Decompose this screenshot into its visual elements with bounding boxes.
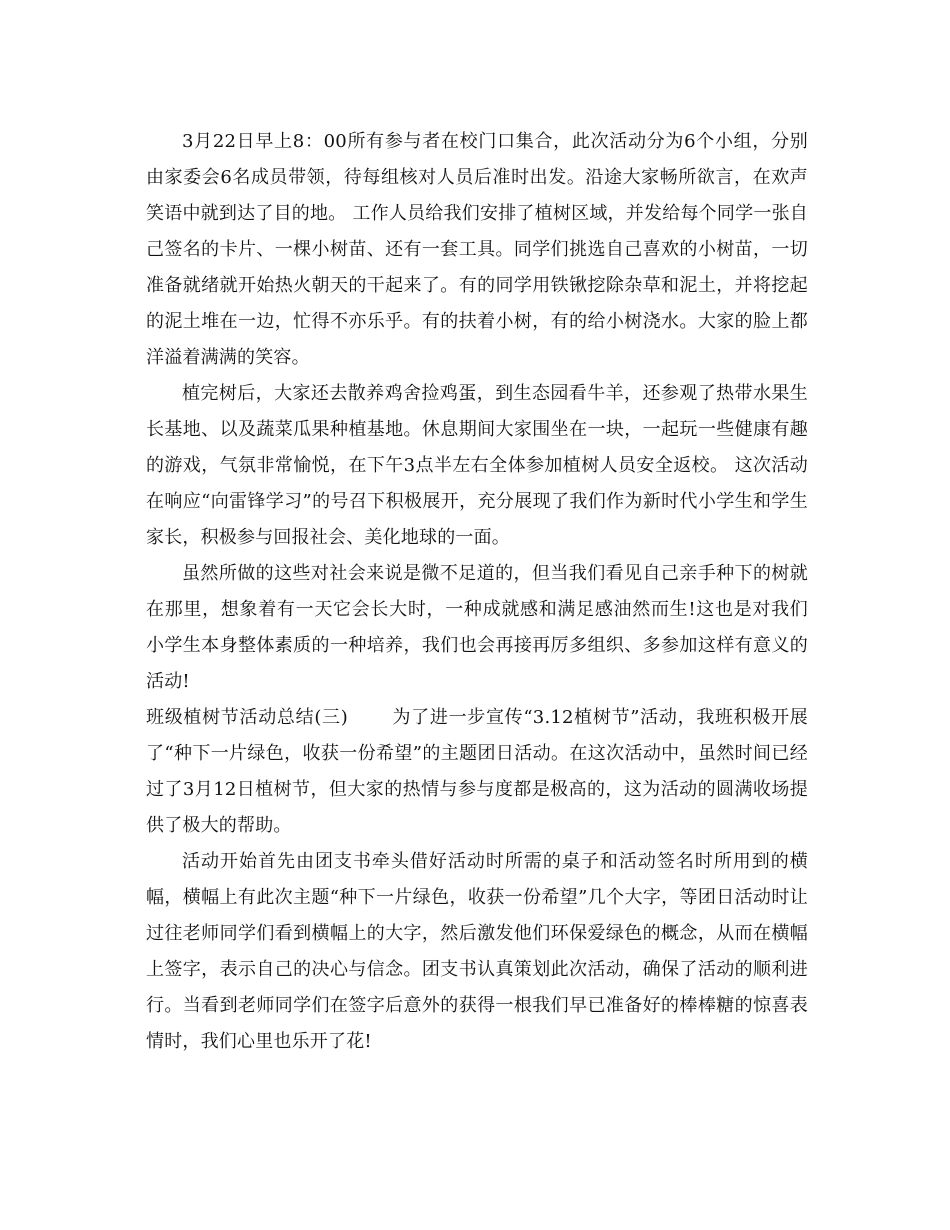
section-title: 班级植树节活动总结(三) [146, 707, 348, 728]
section-paragraph [146, 700, 808, 844]
section-first-paragraph-text: 为了进一步宣传“3.12植树节”活动，我班积极开展了“种下一片绿色，收获一份希望”的主题团日活动。在这次活动中，虽然时间已经过了3月12日植树节，但大家的热情与参与度都是极高的，这为活动的圆满收场提供了极大的帮助。 [146, 707, 808, 836]
paragraph-2: 植完树后，大家还去散养鸡舍捡鸡蛋，到生态园看牛羊，还参观了热带水果生长基地、以及蔬菜瓜果种植基地。休息期间大家围坐在一块，一起玩一些健康有趣的游戏，气氛非常愉悦，在下午3点半左右全体参加植树人员安全返校。 这次活动在响应“向雷锋学习”的号召下积极展开，充分展现了我们作为新时代小学生和学生家长，积极参与回报社会、美化地球的一面。 [146, 383, 808, 548]
paragraph-1: 3月22日早上8：00所有参与者在校门口集合，此次活动分为6个小组，分别由家委会6名成员带领，待每组核对人员后准时出发。沿途大家畅所欲言，在欢声笑语中就到达了目的地。 工作人员给我们安排了植树区域，并发给每个同学一张自己签名的卡片、一棵小树苗、还有一套工具。同学们挑选自己喜欢的小树苗，一切准备就绪就开始热火朝天的干起来了。有的同学用铁锹挖除杂草和泥土，并将挖起的泥土堆在一边，忙得不亦乐乎。有的扶着小树，有的给小树浇水。大家的脸上都洋溢着满满的笑容。 [146, 131, 808, 368]
closing-paragraph: 活动开始首先由团支书牵头借好活动时所需的桌子和活动签名时所用到的横幅，横幅上有此次主题“种下一片绿色，收获一份希望”几个大字，等团日活动时让过往老师同学们看到横幅上的大字，然后激发他们环保爱绿色的概念，从而在横幅上签字，表示自己的决心与信念。团支书认真策划此次活动，确保了活动的顺利进行。当看到老师同学们在签字后意外的获得一根我们早已准备好的棒棒糖的惊喜表情时，我们心里也乐开了花! [146, 851, 808, 1052]
document-page [146, 124, 808, 1060]
paragraph-3: 虽然所做的这些对社会来说是微不足道的，但当我们看见自己亲手种下的树就在那里，想象着有一天它会长大时，一种成就感和满足感油然而生!这也是对我们小学生本身整体素质的一种培养，我们也会再接再厉多组织、多参加这样有意义的活动! [146, 563, 808, 692]
